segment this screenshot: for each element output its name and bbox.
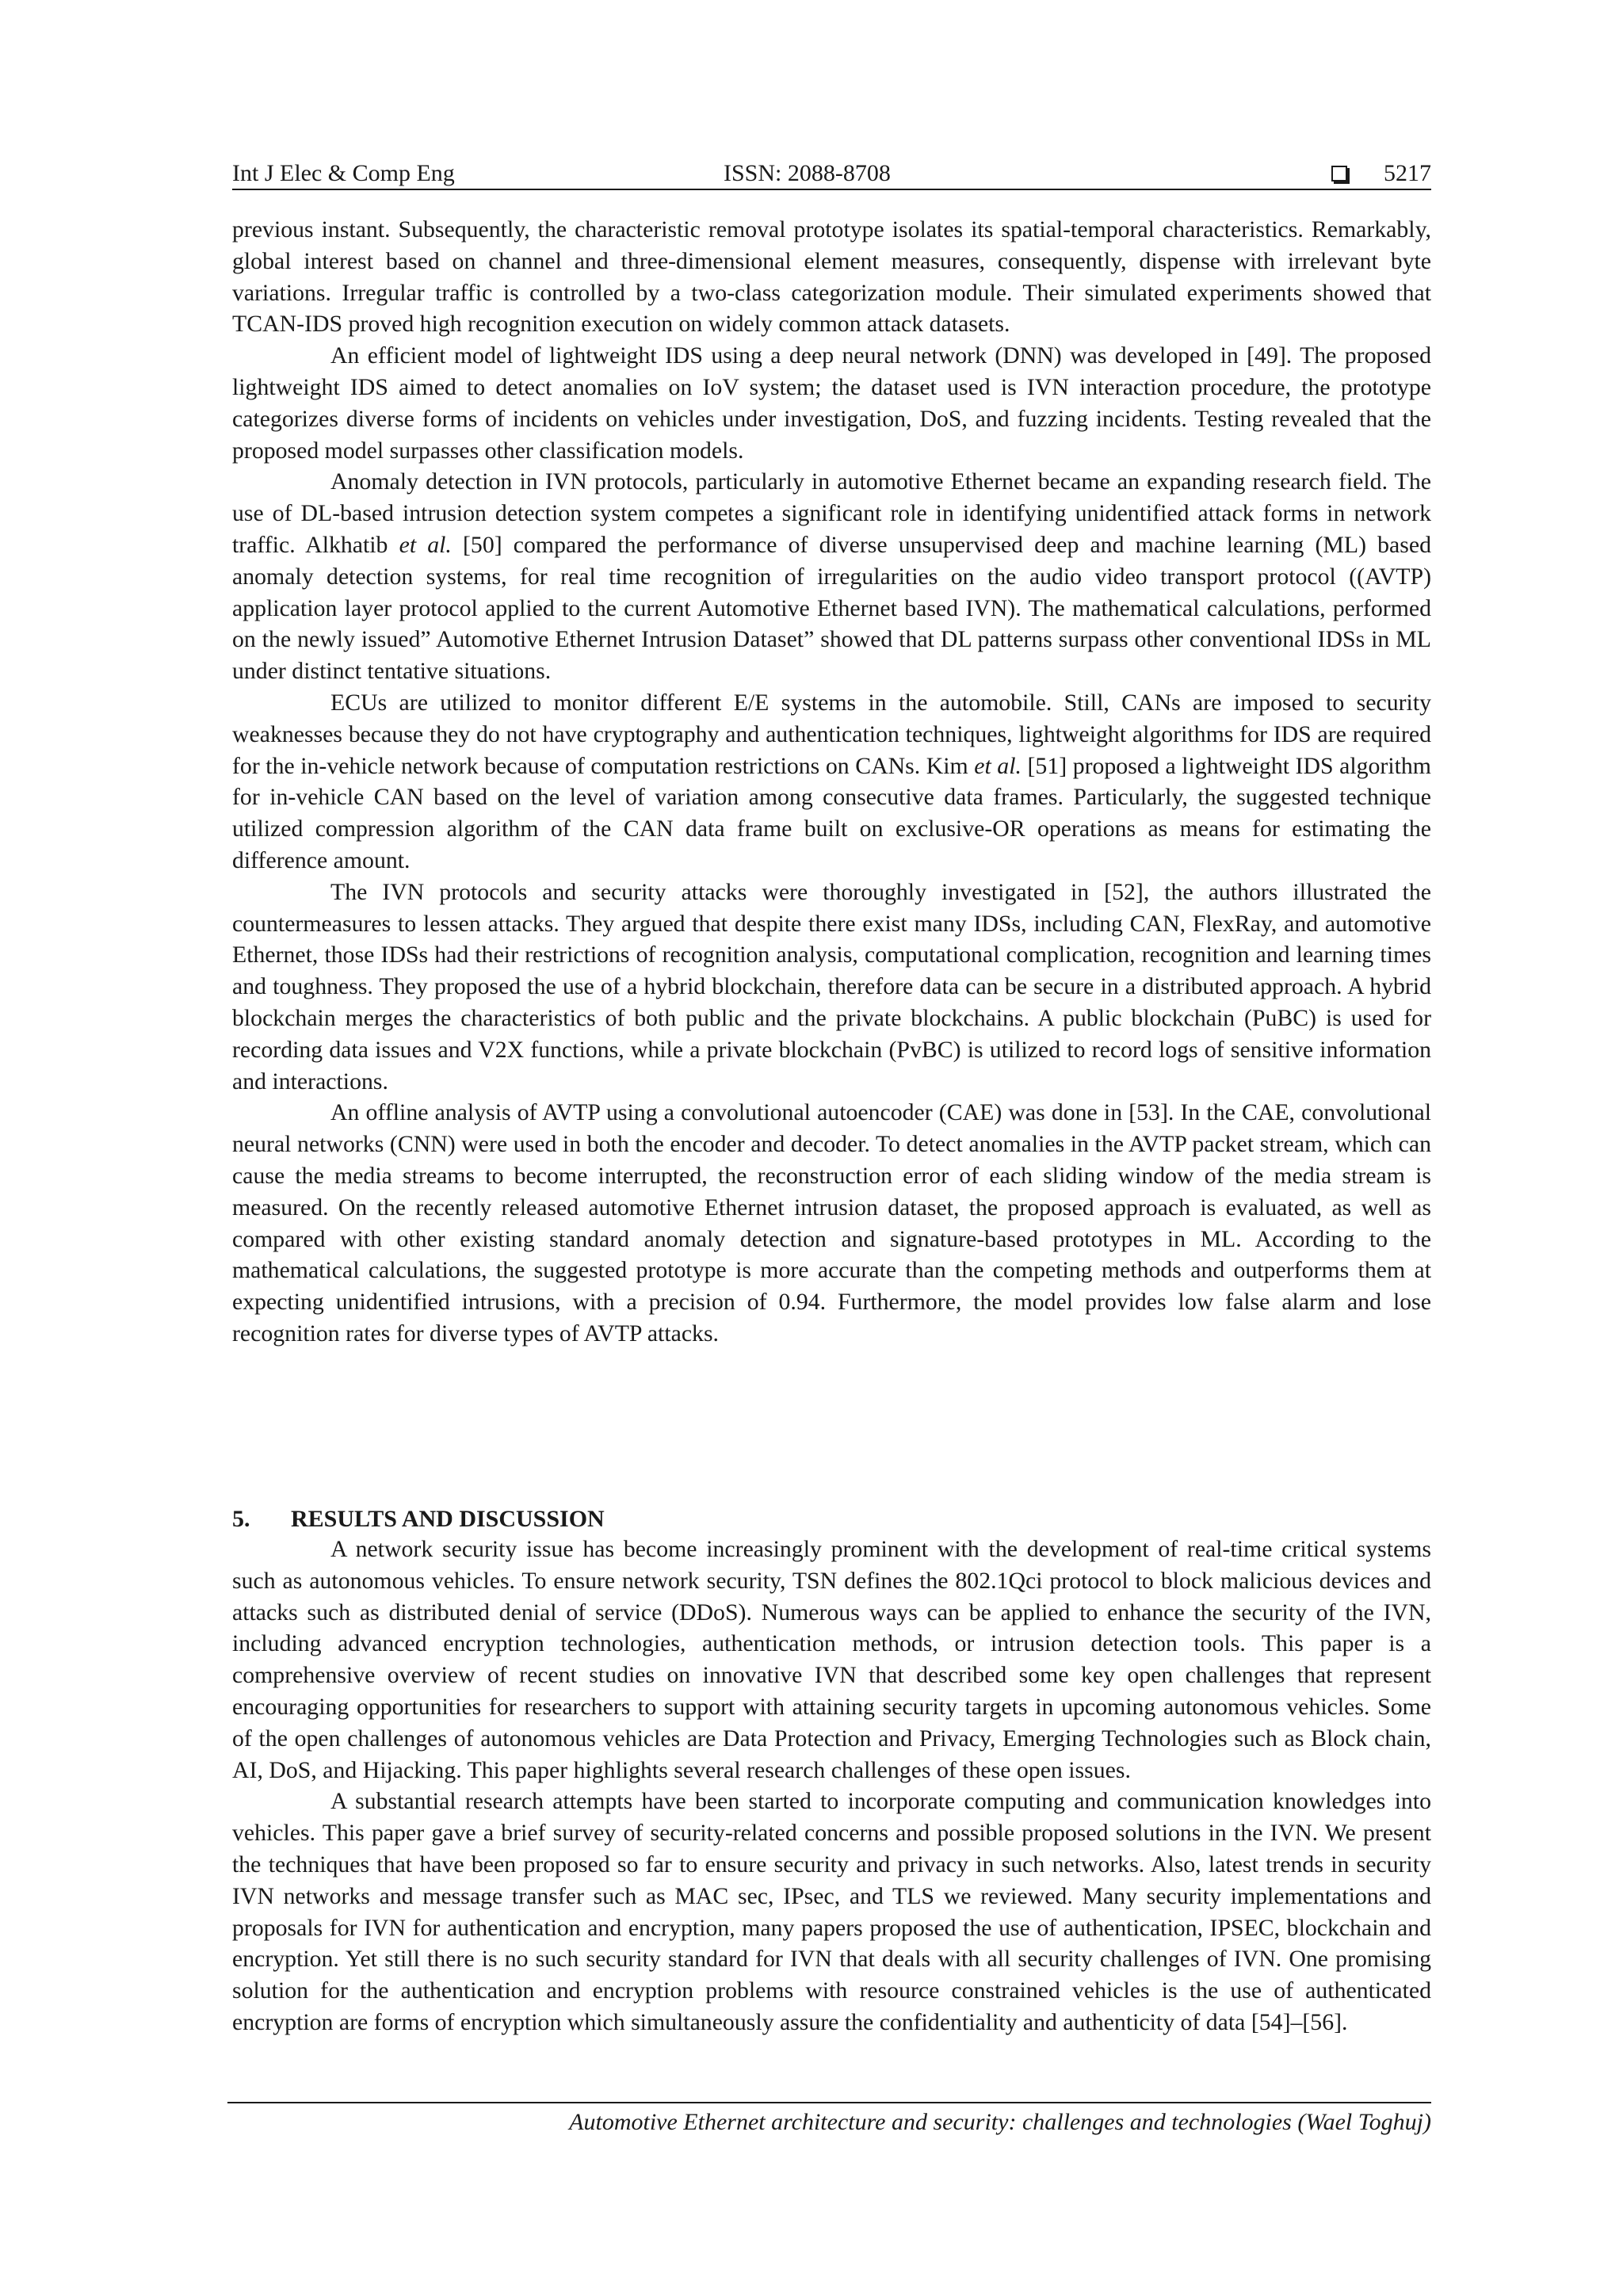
paragraph-text: An efficient model of lightweight IDS using a deep neural network (DNN) was developed in [49]. The proposed lightweight IDS aimed to detect anomalies on IoV system; the dataset used is IVN interaction procedure, the prototype categorizes diverse forms of incidents on vehicles under investigation, DoS, and fuzzing incidents. Testing revealed that the proposed model surpasses other classification models.	[232, 342, 1431, 464]
paragraph-4	[232, 687, 1431, 877]
section-title: RESULTS AND DISCUSSION	[291, 1506, 605, 1532]
paragraph-6	[232, 1097, 1431, 1349]
page-header	[232, 155, 1431, 192]
header-rule	[232, 189, 1431, 190]
paper-page	[232, 0, 1431, 2296]
paragraph-text: An offline analysis of AVTP using a convolutional autoencoder (CAE) was done in [53]. In the CAE, convolutional neural networks (CNN) were used in both the encoder and decoder. To detect anomalies in the AVTP packet stream, which can cause the media streams to become interrupted, the reconstruction error of each sliding window of the media stream is measured. On the recently released automotive Ethernet intrusion dataset, the proposed approach is evaluated, as well as compared with other existing standard anomaly detection and signature-based prototypes in ML. According to the mathematical calculations, the suggested prototype is more accurate than the competing methods and outperforms them at expecting unidentified intrusions, with a precision of 0.94. Furthermore, the model provides low false alarm and lose recognition rates for diverse types of AVTP attacks.	[232, 1099, 1431, 1347]
section-number: 5.	[232, 1506, 250, 1532]
paragraph-text: [51] proposed a lightweight IDS algorithm for in-vehicle CAN based on the level of variation among consecutive data frames. Particularly, the suggested technique utilized compression algorithm of the CAN data frame built on exclusive-OR operations as means for estimating the difference amount.	[232, 752, 1431, 873]
footer-rule	[227, 2102, 1431, 2103]
page-number: 5217	[1384, 160, 1431, 186]
page-number-group	[1331, 155, 1431, 192]
paragraph-3	[232, 466, 1431, 687]
paragraph-text: ECUs are utilized to monitor different E/E systems in the automobile. Still, CANs are imposed to security weaknesses because they do not have cryptography and authentication techniques, lightweight algorithms for IDS are required for the in-vehicle network because of computation restrictions on CANs. Kim	[232, 689, 1431, 779]
square-box-icon	[1331, 166, 1347, 181]
body-text	[232, 214, 1431, 1350]
paragraph-text: previous instant. Subsequently, the characteristic removal prototype isolates its spatial-temporal characteristics. Remarkably, global interest based on channel and three-dimensional element measures, consequently, dispense with irrelevant byte variations. Irregular traffic is controlled by a two-class categorization module. Their simulated experiments showed that TCAN-IDS proved high recognition execution on widely common attack datasets.	[232, 216, 1431, 338]
section-paragraph-1: A network security issue has become increasingly prominent with the development of real-time critical systems such as autonomous vehicles. To ensure network security, TSN defines the 802.1Qci protocol to block malicious devices and attacks such as distributed denial of service (DDoS). Numerous ways can be applied to enhance the security of the IVN, including advanced encryption technologies, authentication methods, or intrusion detection tools. This paper is a comprehensive overview of recent studies on innovative IVN that described some key open challenges that represent encouraging opportunities for researchers to support with attaining security targets in upcoming autonomous vehicles. Some of the open challenges of autonomous vehicles are Data Protection and Privacy, Emerging Technologies such as Block chain, AI, DoS, and Hijacking. This paper highlights several research challenges of these open issues.	[232, 1536, 1431, 1783]
section-heading	[232, 1503, 605, 1535]
paragraph-text: [50] compared the performance of diverse unsupervised deep and machine learning (ML) based anomaly detection systems, for real time recognition of irregularities on the audio video transport protocol ((AVTP) application layer protocol applied to the current Automotive Ethernet based IVN). The mathematical calculations, performed on the newly issued” Automotive Ethernet Intrusion Dataset” showed that DL patterns surpass other conventional IDSs in ML under distinct tentative situations.	[232, 531, 1432, 685]
journal-name: Int J Elec & Comp Eng	[232, 160, 455, 186]
paragraph-5	[232, 877, 1431, 1098]
running-footer: Automotive Ethernet architecture and security: challenges and technologies (Wael Toghuj)	[569, 2109, 1431, 2135]
et-al-italic: et al.	[399, 531, 452, 558]
paragraph-2	[232, 340, 1431, 466]
paragraph-text: Anomaly detection in IVN protocols, particularly in automotive Ethernet became an expanding research field. The use of DL-based intrusion detection system competes a significant role in identifying unidentified attack forms in network traffic. Alkhatib	[232, 468, 1431, 558]
issn-label: ISSN: 2088-8708	[724, 160, 891, 186]
section-body-text	[232, 1534, 1431, 2038]
et-al-italic: et al.	[974, 752, 1022, 779]
section-paragraph-2: A substantial research attempts have been started to incorporate computing and communication knowledges into vehicles. This paper gave a brief survey of security-related concerns and possible proposed solutions in the IVN. We present the techniques that have been proposed so far to ensure security and privacy in such networks. Also, latest trends in security IVN networks and message transfer such as MAC sec, IPsec, and TLS we reviewed. Many security implementations and proposals for IVN for authentication and encryption, many papers proposed the use of authentication, IPSEC, blockchain and encryption. Yet still there is no such security standard for IVN that deals with all security challenges of IVN. One promising solution for the authentication and encryption problems with resource constrained vehicles is the use of authenticated encryption are forms of encryption which simultaneously assure the confidentiality and authenticity of data [54]–[56].	[232, 1788, 1431, 2035]
paragraph-1	[232, 214, 1431, 340]
paragraph-text: The IVN protocols and security attacks were thoroughly investigated in [52], the authors illustrated the countermeasures to lessen attacks. They argued that despite there exist many IDSs, including CAN, FlexRay, and automotive Ethernet, those IDSs had their restrictions of recognition analysis, computational complication, recognition and learning times and toughness. They proposed the use of a hybrid blockchain, therefore data can be secure in a distributed approach. A hybrid blockchain merges the characteristics of both public and the private blockchains. A public blockchain (PuBC) is used for recording data issues and V2X functions, while a private blockchain (PvBC) is utilized to record logs of sensitive information and interactions.	[232, 878, 1431, 1095]
